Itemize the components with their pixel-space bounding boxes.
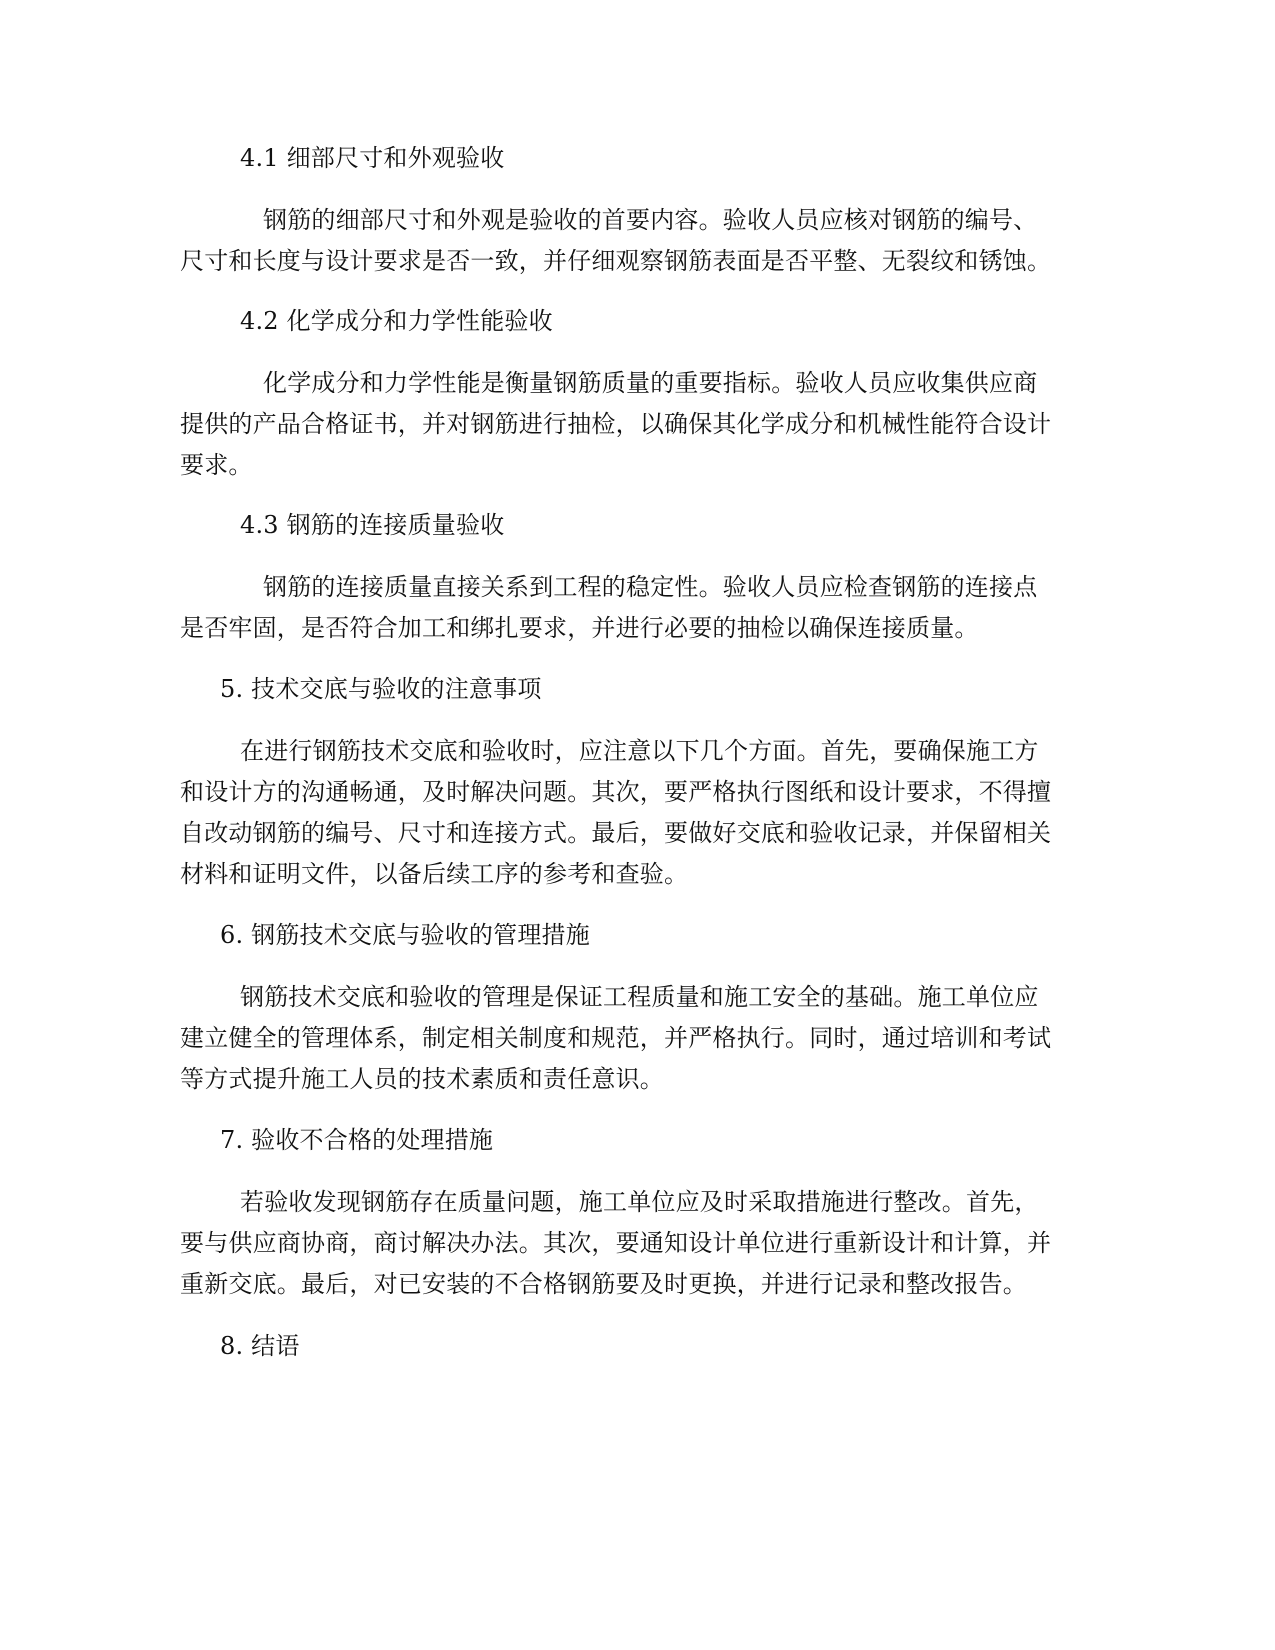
paragraph-line: 在进行钢筋技术交底和验收时，应注意以下几个方面。首先，要确保施工方 [240,737,1039,765]
paragraph-line: 钢筋技术交底和验收的管理是保证工程质量和施工安全的基础。施工单位应 [240,983,1039,1011]
paragraph-line: 自改动钢筋的编号、尺寸和连接方式。最后，要做好交底和验收记录，并保留相关 [180,819,1052,847]
paragraph-line: 要与供应商协商，商讨解决办法。其次，要通知设计单位进行重新设计和计算，并 [180,1229,1052,1257]
section-heading-4-1: 4.1 细部尺寸和外观验收 [240,144,505,172]
section-heading-5: 5. 技术交底与验收的注意事项 [220,675,542,703]
paragraph-line: 材料和证明文件，以备后续工序的参考和查验。 [180,860,689,888]
paragraph-line: 尺寸和长度与设计要求是否一致，并仔细观察钢筋表面是否平整、无裂纹和锈蚀。 [180,247,1052,275]
paragraph-line: 等方式提升施工人员的技术素质和责任意识。 [180,1065,664,1093]
paragraph-line: 钢筋的连接质量直接关系到工程的稳定性。验收人员应检查钢筋的连接点 [263,573,1038,601]
section-heading-6: 6. 钢筋技术交底与验收的管理措施 [220,921,590,949]
paragraph-line: 要求。 [180,451,253,479]
paragraph-line: 是否牢固，是否符合加工和绑扎要求，并进行必要的抽检以确保连接质量。 [180,614,979,642]
section-heading-4-3: 4.3 钢筋的连接质量验收 [240,511,505,539]
section-heading-8: 8. 结语 [220,1332,300,1360]
paragraph-line: 提供的产品合格证书，并对钢筋进行抽检，以确保其化学成分和机械性能符合设计 [180,410,1052,438]
paragraph-line: 和设计方的沟通畅通，及时解决问题。其次，要严格执行图纸和设计要求，不得擅 [180,778,1052,806]
paragraph-line: 建立健全的管理体系，制定相关制度和规范，并严格执行。同时，通过培训和考试 [180,1024,1052,1052]
paragraph-line: 化学成分和力学性能是衡量钢筋质量的重要指标。验收人员应收集供应商 [263,369,1038,397]
paragraph-line: 若验收发现钢筋存在质量问题，施工单位应及时采取措施进行整改。首先， [240,1188,1039,1216]
section-heading-7: 7. 验收不合格的处理措施 [220,1126,494,1154]
paragraph-line: 重新交底。最后，对已安装的不合格钢筋要及时更换，并进行记录和整改报告。 [180,1270,1027,1298]
section-heading-4-2: 4.2 化学成分和力学性能验收 [240,307,553,335]
paragraph-line: 钢筋的细部尺寸和外观是验收的首要内容。验收人员应核对钢筋的编号、 [263,206,1038,234]
